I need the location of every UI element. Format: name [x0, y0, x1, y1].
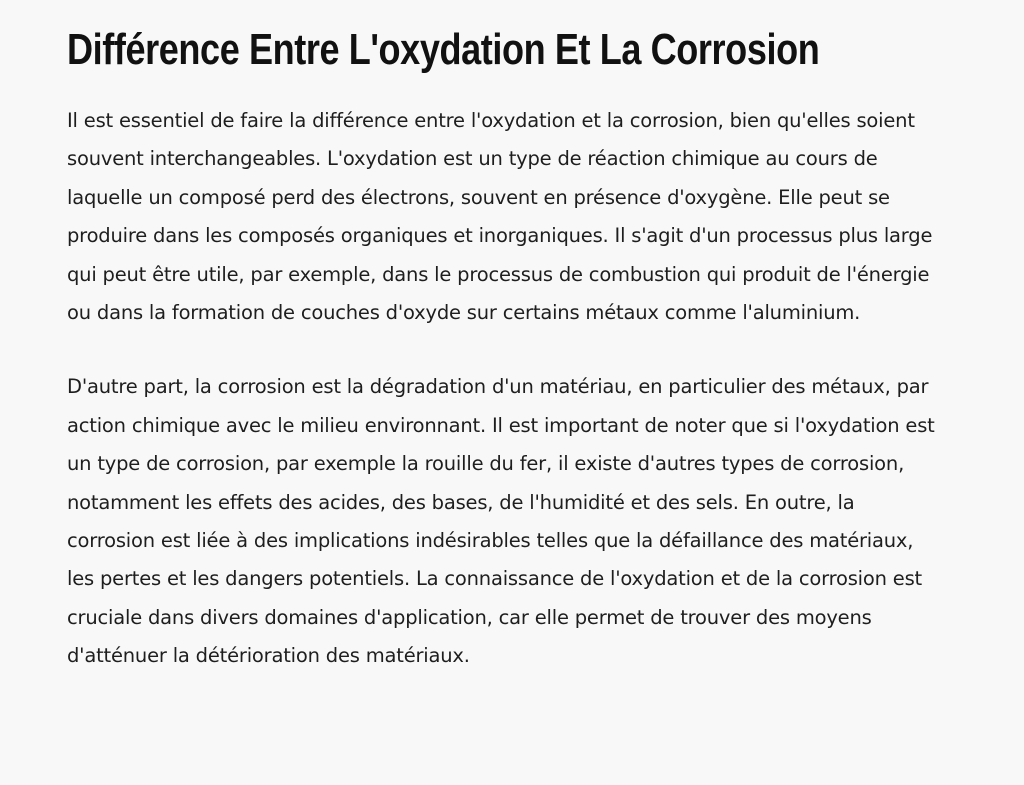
article-paragraph-2: D'autre part, la corrosion est la dégradation d'un matériau, en particulier des métaux, par action chimique avec le milieu environnant. Il est important de noter que si l'oxydation est un type de corrosion, par exemple la rouille du fer, il existe d'autres types de corrosion, notamment les effets des acides, des bases, de l'humidité et des sels. En outre, la corrosion est liée à des implications indésirables telles que la défaillance des matériaux, les pertes et les dangers potentiels. La connaissance de l'oxydation et de la corrosion est cruciale dans divers domaines d'application, car elle permet de trouver des moyens d'atténuer la détérioration des matériaux.	[67, 375, 935, 668]
article	[67, 22, 937, 676]
article-title: Différence Entre L'oxydation Et La Corrosion	[67, 25, 820, 74]
article-paragraph-1: Il est essentiel de faire la différence entre l'oxydation et la corrosion, bien qu'elles soient souvent interchangeables. L'oxydation est un type de réaction chimique au cours de laquelle un composé perd des électrons, souvent en présence d'oxygène. Elle peut se produire dans les composés organiques et inorganiques. Il s'agit d'un processus plus large qui peut être utile, par exemple, dans le processus de combustion qui produit de l'énergie ou dans la formation de couches d'oxyde sur certains métaux comme l'aluminium.	[67, 109, 933, 325]
